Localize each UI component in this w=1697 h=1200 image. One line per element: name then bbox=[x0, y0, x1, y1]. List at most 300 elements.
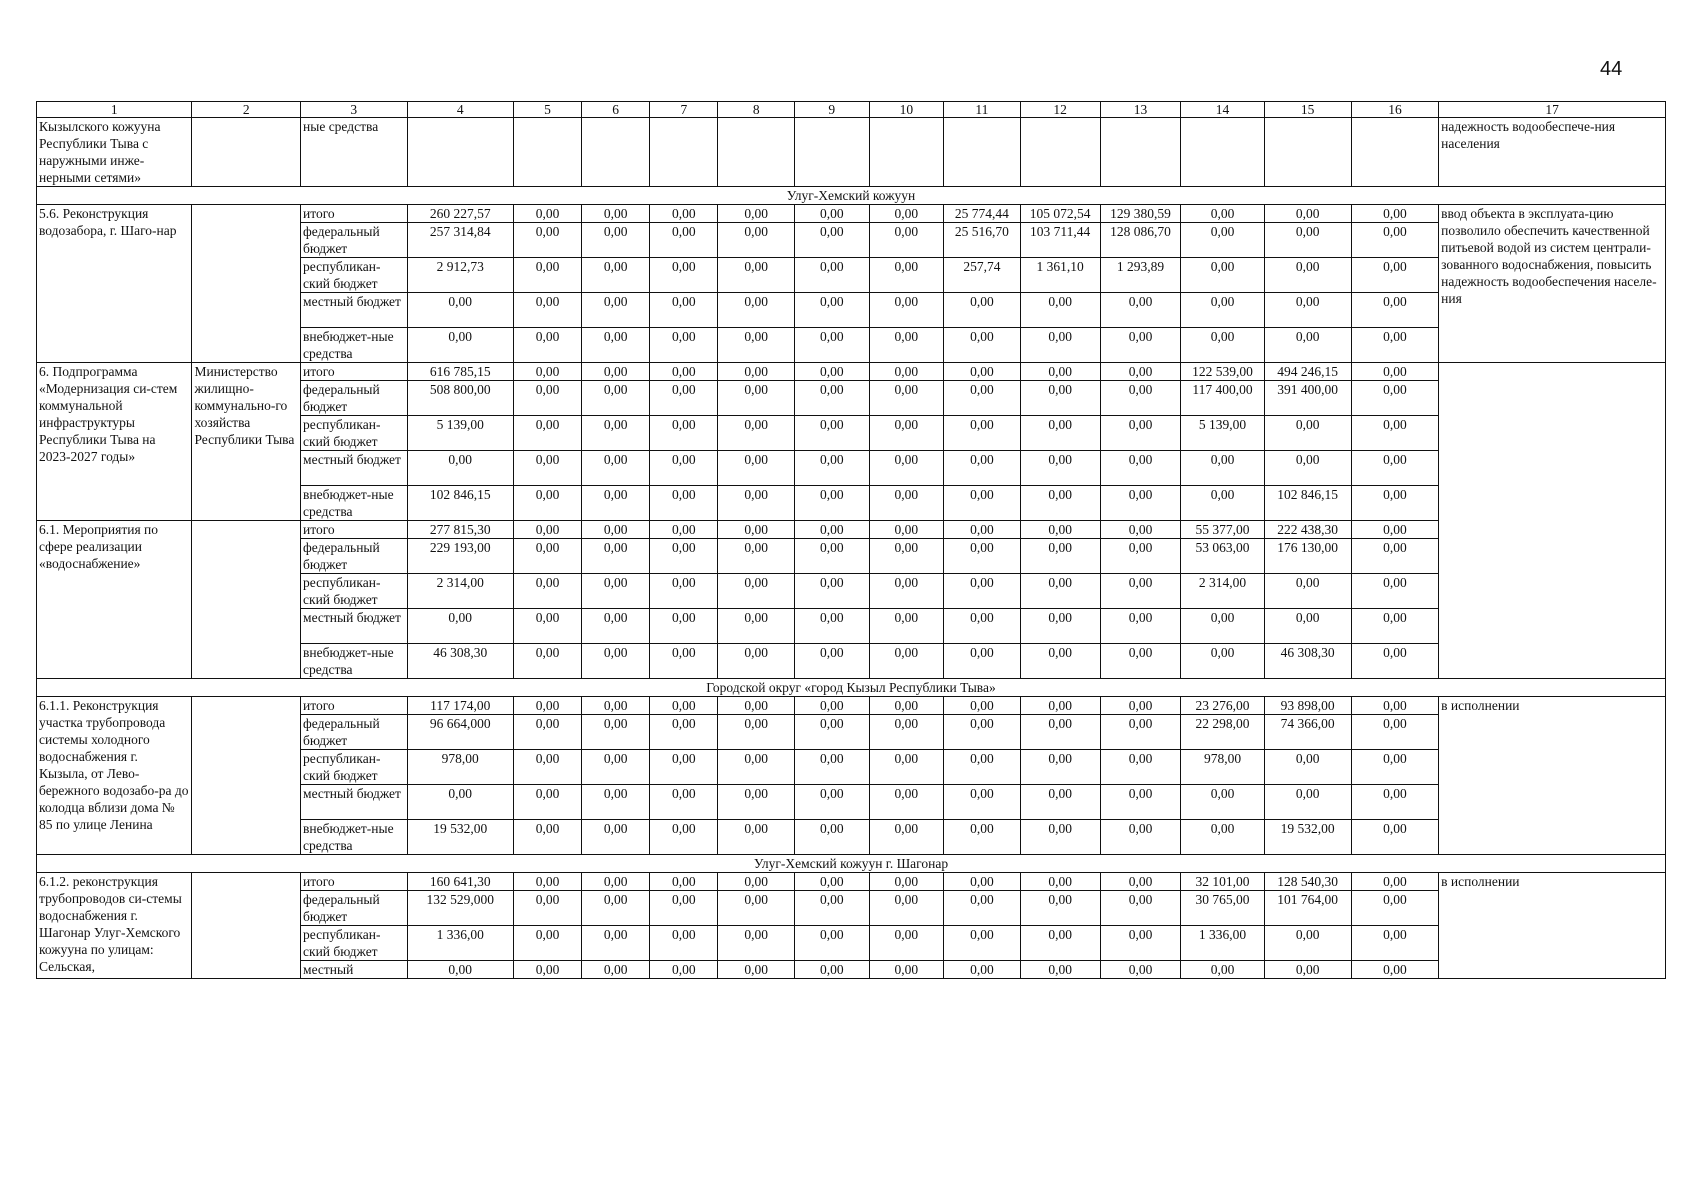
value-cell: 0,00 bbox=[1100, 750, 1181, 785]
column-number-11: 11 bbox=[944, 102, 1021, 118]
value-cell: 0,00 bbox=[1351, 697, 1438, 715]
column-number-14: 14 bbox=[1181, 102, 1264, 118]
funding-source-cell: внебюджет-ные средства bbox=[301, 644, 407, 679]
value-cell: 0,00 bbox=[718, 820, 795, 855]
value-cell: 103 711,44 bbox=[1020, 223, 1100, 258]
funding-source-cell: внебюджет-ные средства bbox=[301, 328, 407, 363]
value-cell: 25 774,44 bbox=[944, 205, 1021, 223]
column-number-4: 4 bbox=[407, 102, 513, 118]
value-cell: 0,00 bbox=[1020, 381, 1100, 416]
value-cell: 0,00 bbox=[1020, 486, 1100, 521]
column-number-17: 17 bbox=[1439, 102, 1666, 118]
value-cell: 0,00 bbox=[869, 697, 944, 715]
value-cell: 0,00 bbox=[1351, 961, 1438, 979]
value-cell: 260 227,57 bbox=[407, 205, 513, 223]
value-cell: 0,00 bbox=[650, 521, 718, 539]
value-cell: 0,00 bbox=[1100, 328, 1181, 363]
value-cell: 0,00 bbox=[795, 223, 870, 258]
value-cell: 0,00 bbox=[650, 785, 718, 820]
value-cell: 0,00 bbox=[1100, 539, 1181, 574]
funding-row bbox=[37, 363, 1666, 381]
value-cell: 132 529,000 bbox=[407, 891, 513, 926]
funding-source-cell: итого bbox=[301, 205, 407, 223]
value-cell: 0,00 bbox=[650, 205, 718, 223]
value-cell: 23 276,00 bbox=[1181, 697, 1264, 715]
value-cell: 0,00 bbox=[1020, 521, 1100, 539]
value-cell: 0,00 bbox=[650, 961, 718, 979]
value-cell: 0,00 bbox=[1264, 258, 1351, 293]
value-cell: 25 516,70 bbox=[944, 223, 1021, 258]
value-cell: 0,00 bbox=[795, 926, 870, 961]
column-number-1: 1 bbox=[37, 102, 192, 118]
funding-source-cell: федеральный бюджет bbox=[301, 891, 407, 926]
value-cell: 0,00 bbox=[718, 785, 795, 820]
funding-row bbox=[37, 873, 1666, 891]
value-cell: 0,00 bbox=[1351, 644, 1438, 679]
value-cell: 229 193,00 bbox=[407, 539, 513, 574]
value-cell bbox=[718, 118, 795, 187]
value-cell: 0,00 bbox=[650, 697, 718, 715]
value-cell: 0,00 bbox=[944, 328, 1021, 363]
value-cell: 0,00 bbox=[869, 891, 944, 926]
territory-section-row bbox=[37, 679, 1666, 697]
value-cell: 0,00 bbox=[582, 873, 650, 891]
value-cell: 0,00 bbox=[869, 293, 944, 328]
value-cell: 0,00 bbox=[944, 486, 1021, 521]
value-cell bbox=[1264, 118, 1351, 187]
funding-source-cell: местный бюджет bbox=[301, 609, 407, 644]
value-cell: 0,00 bbox=[650, 258, 718, 293]
value-cell: 0,00 bbox=[1264, 223, 1351, 258]
value-cell: 0,00 bbox=[1020, 644, 1100, 679]
value-cell: 0,00 bbox=[718, 223, 795, 258]
value-cell: 0,00 bbox=[407, 609, 513, 644]
value-cell: 0,00 bbox=[1181, 223, 1264, 258]
value-cell: 0,00 bbox=[795, 609, 870, 644]
value-cell: 0,00 bbox=[1351, 873, 1438, 891]
value-cell: 0,00 bbox=[944, 750, 1021, 785]
funding-source-cell: внебюджет-ные средства bbox=[301, 486, 407, 521]
value-cell: 0,00 bbox=[944, 381, 1021, 416]
value-cell: 0,00 bbox=[513, 205, 581, 223]
value-cell: 0,00 bbox=[944, 715, 1021, 750]
value-cell: 0,00 bbox=[1181, 644, 1264, 679]
value-cell: 0,00 bbox=[869, 328, 944, 363]
value-cell: 0,00 bbox=[869, 785, 944, 820]
value-cell: 0,00 bbox=[582, 574, 650, 609]
value-cell: 5 139,00 bbox=[407, 416, 513, 451]
value-cell: 0,00 bbox=[795, 785, 870, 820]
value-cell: 0,00 bbox=[869, 258, 944, 293]
value-cell: 0,00 bbox=[1264, 293, 1351, 328]
value-cell: 0,00 bbox=[1100, 715, 1181, 750]
value-cell: 0,00 bbox=[407, 293, 513, 328]
value-cell: 0,00 bbox=[944, 609, 1021, 644]
value-cell: 616 785,15 bbox=[407, 363, 513, 381]
value-cell: 0,00 bbox=[1351, 609, 1438, 644]
value-cell: 0,00 bbox=[407, 328, 513, 363]
value-cell: 0,00 bbox=[718, 258, 795, 293]
value-cell: 0,00 bbox=[513, 609, 581, 644]
value-cell: 0,00 bbox=[582, 750, 650, 785]
value-cell bbox=[1100, 118, 1181, 187]
value-cell: 0,00 bbox=[1100, 644, 1181, 679]
funding-source-cell: федеральный бюджет bbox=[301, 223, 407, 258]
value-cell: 0,00 bbox=[582, 521, 650, 539]
value-cell: 0,00 bbox=[1020, 609, 1100, 644]
value-cell: 0,00 bbox=[718, 363, 795, 381]
value-cell: 0,00 bbox=[650, 539, 718, 574]
value-cell bbox=[1351, 118, 1438, 187]
value-cell: 0,00 bbox=[1181, 293, 1264, 328]
value-cell: 0,00 bbox=[513, 820, 581, 855]
funding-source-cell: республикан-ский бюджет bbox=[301, 574, 407, 609]
value-cell: 0,00 bbox=[1351, 223, 1438, 258]
value-cell: 0,00 bbox=[1181, 961, 1264, 979]
column-number-15: 15 bbox=[1264, 102, 1351, 118]
value-cell: 0,00 bbox=[1181, 785, 1264, 820]
value-cell: 0,00 bbox=[944, 293, 1021, 328]
value-cell: 0,00 bbox=[944, 574, 1021, 609]
value-cell: 0,00 bbox=[1100, 486, 1181, 521]
value-cell: 508 800,00 bbox=[407, 381, 513, 416]
value-cell: 0,00 bbox=[869, 381, 944, 416]
value-cell: 122 539,00 bbox=[1181, 363, 1264, 381]
value-cell: 0,00 bbox=[795, 715, 870, 750]
value-cell: 0,00 bbox=[1351, 891, 1438, 926]
value-cell: 0,00 bbox=[513, 873, 581, 891]
value-cell: 0,00 bbox=[1100, 961, 1181, 979]
value-cell: 0,00 bbox=[1264, 609, 1351, 644]
value-cell: 257,74 bbox=[944, 258, 1021, 293]
value-cell: 0,00 bbox=[944, 785, 1021, 820]
value-cell: 0,00 bbox=[582, 328, 650, 363]
value-cell: 0,00 bbox=[650, 873, 718, 891]
value-cell: 0,00 bbox=[869, 416, 944, 451]
value-cell: 46 308,30 bbox=[1264, 644, 1351, 679]
value-cell: 0,00 bbox=[795, 873, 870, 891]
funding-source-cell: итого bbox=[301, 873, 407, 891]
value-cell: 0,00 bbox=[1020, 451, 1100, 486]
value-cell: 160 641,30 bbox=[407, 873, 513, 891]
value-cell: 0,00 bbox=[513, 750, 581, 785]
value-cell: 0,00 bbox=[582, 486, 650, 521]
value-cell: 0,00 bbox=[1264, 205, 1351, 223]
funding-source-cell: внебюджет-ные средства bbox=[301, 820, 407, 855]
value-cell: 0,00 bbox=[1020, 697, 1100, 715]
funding-source-cell: республикан-ский бюджет bbox=[301, 750, 407, 785]
value-cell: 0,00 bbox=[650, 574, 718, 609]
value-cell: 277 815,30 bbox=[407, 521, 513, 539]
value-cell: 0,00 bbox=[1181, 609, 1264, 644]
value-cell: 0,00 bbox=[1100, 891, 1181, 926]
value-cell: 0,00 bbox=[513, 381, 581, 416]
value-cell: 0,00 bbox=[869, 205, 944, 223]
value-cell: 0,00 bbox=[795, 539, 870, 574]
value-cell: 0,00 bbox=[407, 785, 513, 820]
value-cell: 0,00 bbox=[650, 644, 718, 679]
value-cell: 0,00 bbox=[1264, 750, 1351, 785]
value-cell: 0,00 bbox=[1264, 416, 1351, 451]
value-cell: 0,00 bbox=[582, 961, 650, 979]
value-cell: 0,00 bbox=[718, 574, 795, 609]
value-cell: 0,00 bbox=[1351, 486, 1438, 521]
value-cell: 494 246,15 bbox=[1264, 363, 1351, 381]
value-cell: 0,00 bbox=[650, 891, 718, 926]
value-cell: 0,00 bbox=[582, 416, 650, 451]
executor-cell bbox=[192, 205, 301, 363]
value-cell: 0,00 bbox=[1351, 328, 1438, 363]
value-cell: 0,00 bbox=[407, 451, 513, 486]
value-cell: 0,00 bbox=[1020, 926, 1100, 961]
value-cell: 101 764,00 bbox=[1264, 891, 1351, 926]
value-cell: 0,00 bbox=[1020, 820, 1100, 855]
value-cell: 0,00 bbox=[1020, 574, 1100, 609]
value-cell bbox=[650, 118, 718, 187]
value-cell: 0,00 bbox=[795, 820, 870, 855]
budget-table bbox=[36, 101, 1666, 979]
value-cell: 0,00 bbox=[795, 574, 870, 609]
value-cell: 0,00 bbox=[869, 715, 944, 750]
value-cell: 0,00 bbox=[718, 205, 795, 223]
column-number-7: 7 bbox=[650, 102, 718, 118]
value-cell: 19 532,00 bbox=[407, 820, 513, 855]
value-cell: 0,00 bbox=[869, 451, 944, 486]
column-number-16: 16 bbox=[1351, 102, 1438, 118]
value-cell: 0,00 bbox=[1264, 574, 1351, 609]
value-cell: 0,00 bbox=[1351, 381, 1438, 416]
value-cell: 0,00 bbox=[650, 451, 718, 486]
value-cell: 1 336,00 bbox=[407, 926, 513, 961]
column-number-5: 5 bbox=[513, 102, 581, 118]
value-cell: 0,00 bbox=[944, 539, 1021, 574]
funding-source-cell: итого bbox=[301, 363, 407, 381]
funding-source-cell: республикан-ский бюджет bbox=[301, 926, 407, 961]
value-cell: 0,00 bbox=[1020, 539, 1100, 574]
page-number: 44 bbox=[1600, 58, 1623, 80]
value-cell: 0,00 bbox=[582, 609, 650, 644]
funding-source-cell: федеральный бюджет bbox=[301, 539, 407, 574]
value-cell: 0,00 bbox=[1264, 926, 1351, 961]
value-cell: 0,00 bbox=[1264, 785, 1351, 820]
value-cell: 0,00 bbox=[718, 715, 795, 750]
value-cell: 0,00 bbox=[869, 609, 944, 644]
value-cell: 0,00 bbox=[582, 363, 650, 381]
funding-source-cell: ные средства bbox=[301, 118, 407, 187]
column-number-13: 13 bbox=[1100, 102, 1181, 118]
value-cell: 0,00 bbox=[1181, 328, 1264, 363]
value-cell: 1 336,00 bbox=[1181, 926, 1264, 961]
value-cell: 0,00 bbox=[795, 205, 870, 223]
column-number-2: 2 bbox=[192, 102, 301, 118]
value-cell: 222 438,30 bbox=[1264, 521, 1351, 539]
value-cell: 0,00 bbox=[513, 328, 581, 363]
value-cell: 0,00 bbox=[1351, 574, 1438, 609]
value-cell bbox=[513, 118, 581, 187]
value-cell: 0,00 bbox=[718, 486, 795, 521]
value-cell: 0,00 bbox=[582, 820, 650, 855]
value-cell: 0,00 bbox=[944, 820, 1021, 855]
territory-heading: Улуг-Хемский кожуун г. Шагонар bbox=[37, 855, 1666, 873]
value-cell: 0,00 bbox=[1351, 451, 1438, 486]
result-note-cell bbox=[1439, 363, 1666, 679]
value-cell: 0,00 bbox=[1100, 416, 1181, 451]
executor-cell bbox=[192, 873, 301, 979]
value-cell: 0,00 bbox=[1351, 258, 1438, 293]
value-cell: 46 308,30 bbox=[407, 644, 513, 679]
value-cell: 0,00 bbox=[795, 381, 870, 416]
territory-heading: Улуг-Хемский кожуун bbox=[37, 187, 1666, 205]
value-cell: 0,00 bbox=[944, 644, 1021, 679]
value-cell: 105 072,54 bbox=[1020, 205, 1100, 223]
column-number-8: 8 bbox=[718, 102, 795, 118]
value-cell: 0,00 bbox=[582, 258, 650, 293]
value-cell: 0,00 bbox=[869, 750, 944, 785]
value-cell: 0,00 bbox=[582, 715, 650, 750]
funding-source-cell: федеральный бюджет bbox=[301, 381, 407, 416]
value-cell: 0,00 bbox=[1020, 416, 1100, 451]
value-cell: 0,00 bbox=[1351, 539, 1438, 574]
value-cell: 0,00 bbox=[944, 873, 1021, 891]
value-cell: 128 540,30 bbox=[1264, 873, 1351, 891]
value-cell bbox=[944, 118, 1021, 187]
column-number-3: 3 bbox=[301, 102, 407, 118]
funding-source-cell: федеральный бюджет bbox=[301, 715, 407, 750]
value-cell: 117 400,00 bbox=[1181, 381, 1264, 416]
value-cell: 0,00 bbox=[1264, 961, 1351, 979]
value-cell: 0,00 bbox=[1100, 293, 1181, 328]
value-cell: 0,00 bbox=[869, 521, 944, 539]
funding-source-cell: местный бюджет bbox=[301, 785, 407, 820]
value-cell: 2 912,73 bbox=[407, 258, 513, 293]
value-cell bbox=[1020, 118, 1100, 187]
value-cell: 0,00 bbox=[1351, 820, 1438, 855]
value-cell: 0,00 bbox=[1181, 258, 1264, 293]
value-cell: 0,00 bbox=[944, 363, 1021, 381]
measure-name-cell: 6. Подпрограмма «Модернизация си-стем коммунальной инфраструктуры Республики Тыва на 2023-2027 годы» bbox=[37, 363, 192, 521]
value-cell: 0,00 bbox=[513, 697, 581, 715]
value-cell: 0,00 bbox=[650, 820, 718, 855]
value-cell: 0,00 bbox=[513, 539, 581, 574]
value-cell: 32 101,00 bbox=[1181, 873, 1264, 891]
value-cell: 0,00 bbox=[513, 293, 581, 328]
value-cell: 176 130,00 bbox=[1264, 539, 1351, 574]
executor-cell: Министерство жилищно-коммунально-го хозяйства Республики Тыва bbox=[192, 363, 301, 521]
value-cell: 0,00 bbox=[1181, 205, 1264, 223]
value-cell: 0,00 bbox=[513, 486, 581, 521]
value-cell: 0,00 bbox=[795, 961, 870, 979]
value-cell: 0,00 bbox=[718, 891, 795, 926]
value-cell: 0,00 bbox=[1100, 451, 1181, 486]
value-cell: 0,00 bbox=[869, 363, 944, 381]
result-note-cell: в исполнении bbox=[1439, 697, 1666, 855]
value-cell: 0,00 bbox=[513, 416, 581, 451]
value-cell: 0,00 bbox=[1100, 873, 1181, 891]
value-cell: 22 298,00 bbox=[1181, 715, 1264, 750]
value-cell: 129 380,59 bbox=[1100, 205, 1181, 223]
value-cell: 0,00 bbox=[650, 486, 718, 521]
value-cell: 0,00 bbox=[513, 521, 581, 539]
measure-name-cell: 5.6. Реконструкция водозабора, г. Шаго-нар bbox=[37, 205, 192, 363]
value-cell: 0,00 bbox=[1351, 293, 1438, 328]
value-cell: 0,00 bbox=[1020, 750, 1100, 785]
value-cell: 0,00 bbox=[1020, 873, 1100, 891]
territory-section-row bbox=[37, 855, 1666, 873]
value-cell: 0,00 bbox=[513, 644, 581, 679]
funding-source-cell: итого bbox=[301, 521, 407, 539]
value-cell: 0,00 bbox=[1351, 521, 1438, 539]
value-cell: 0,00 bbox=[1100, 820, 1181, 855]
value-cell: 0,00 bbox=[1020, 961, 1100, 979]
value-cell: 0,00 bbox=[795, 416, 870, 451]
column-number-6: 6 bbox=[582, 102, 650, 118]
value-cell: 0,00 bbox=[718, 873, 795, 891]
value-cell: 0,00 bbox=[718, 609, 795, 644]
value-cell: 0,00 bbox=[718, 328, 795, 363]
value-cell: 0,00 bbox=[513, 785, 581, 820]
value-cell: 5 139,00 bbox=[1181, 416, 1264, 451]
measure-name-cell: 6.1.1. Реконструкция участка трубопровода системы холодного водоснабжения г. Кызыла, от Лево-бережного водозабо-ра до колодца вблизи дома № 85 по улице Ленина bbox=[37, 697, 192, 855]
value-cell: 0,00 bbox=[869, 486, 944, 521]
value-cell: 0,00 bbox=[650, 715, 718, 750]
value-cell: 0,00 bbox=[795, 328, 870, 363]
value-cell: 53 063,00 bbox=[1181, 539, 1264, 574]
value-cell: 0,00 bbox=[718, 926, 795, 961]
value-cell: 0,00 bbox=[513, 223, 581, 258]
value-cell: 0,00 bbox=[1181, 486, 1264, 521]
value-cell: 0,00 bbox=[718, 416, 795, 451]
continuation-row bbox=[37, 118, 1666, 187]
value-cell: 0,00 bbox=[513, 363, 581, 381]
value-cell: 0,00 bbox=[513, 451, 581, 486]
value-cell: 0,00 bbox=[1181, 451, 1264, 486]
value-cell: 0,00 bbox=[718, 293, 795, 328]
value-cell: 2 314,00 bbox=[1181, 574, 1264, 609]
value-cell: 0,00 bbox=[718, 644, 795, 679]
value-cell: 0,00 bbox=[1100, 785, 1181, 820]
value-cell: 96 664,000 bbox=[407, 715, 513, 750]
value-cell: 0,00 bbox=[1020, 363, 1100, 381]
value-cell: 0,00 bbox=[869, 820, 944, 855]
column-number-10: 10 bbox=[869, 102, 944, 118]
value-cell: 0,00 bbox=[1181, 820, 1264, 855]
value-cell: 117 174,00 bbox=[407, 697, 513, 715]
territory-section-row bbox=[37, 187, 1666, 205]
value-cell: 0,00 bbox=[582, 381, 650, 416]
value-cell: 0,00 bbox=[1020, 293, 1100, 328]
value-cell: 0,00 bbox=[1264, 328, 1351, 363]
value-cell: 0,00 bbox=[944, 961, 1021, 979]
value-cell: 0,00 bbox=[582, 926, 650, 961]
value-cell: 0,00 bbox=[650, 926, 718, 961]
value-cell: 93 898,00 bbox=[1264, 697, 1351, 715]
funding-row bbox=[37, 697, 1666, 715]
measure-name-cell: Кызылского кожууна Республики Тыва с наружными инже-нерными сетями» bbox=[37, 118, 192, 187]
value-cell: 0,00 bbox=[944, 521, 1021, 539]
value-cell bbox=[869, 118, 944, 187]
value-cell: 0,00 bbox=[1020, 328, 1100, 363]
value-cell: 0,00 bbox=[650, 328, 718, 363]
value-cell: 0,00 bbox=[869, 926, 944, 961]
value-cell: 0,00 bbox=[513, 574, 581, 609]
value-cell: 0,00 bbox=[1351, 416, 1438, 451]
column-number-9: 9 bbox=[795, 102, 870, 118]
result-note-cell: в исполнении bbox=[1439, 873, 1666, 979]
value-cell: 0,00 bbox=[795, 521, 870, 539]
value-cell: 0,00 bbox=[1100, 521, 1181, 539]
funding-row bbox=[37, 205, 1666, 223]
value-cell: 0,00 bbox=[582, 223, 650, 258]
